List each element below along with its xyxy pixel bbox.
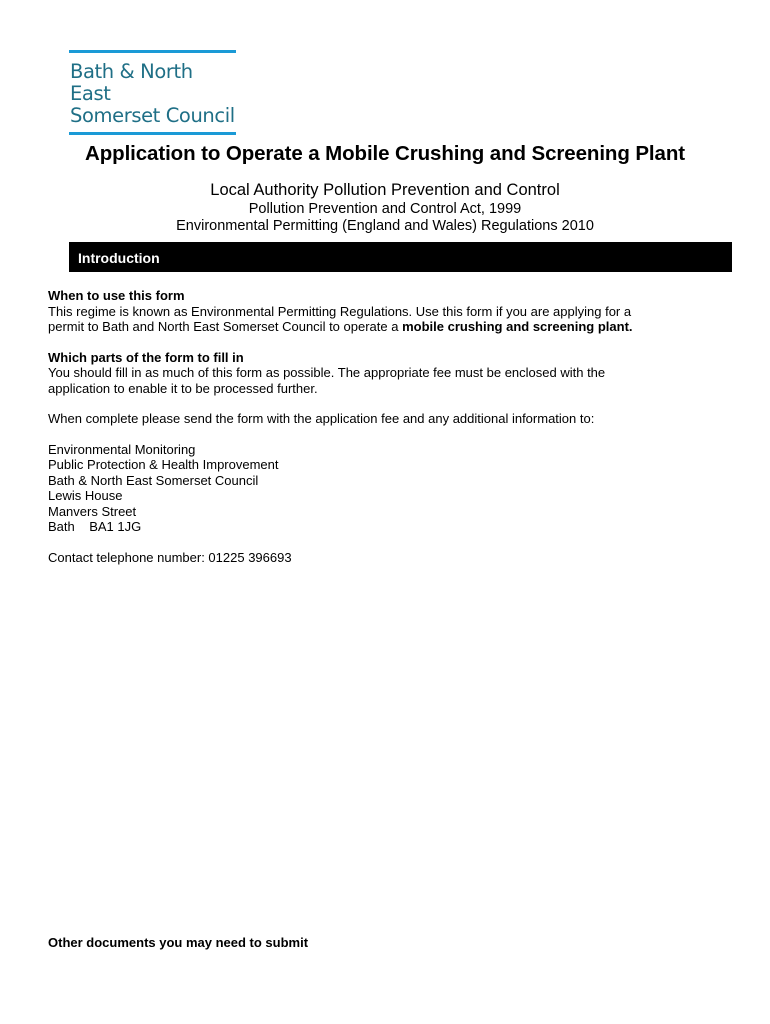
postal-address	[48, 442, 728, 535]
page-title: Application to Operate a Mobile Crushing and Screening Plant	[85, 142, 685, 165]
subtitle-regulations: Environmental Permitting (England and Wales) Regulations 2010	[176, 218, 594, 234]
other-documents-heading: Other documents you may need to submit	[48, 935, 309, 950]
section-label: Introduction	[78, 250, 160, 266]
council-logo	[69, 50, 236, 135]
subtitle-authority: Local Authority Pollution Prevention and Control	[210, 181, 560, 199]
when-line-2	[48, 319, 728, 335]
which-line-1: You should fill in as much of this form as possible. The appropriate fee must be enclosed with the	[48, 365, 606, 380]
address-line: Lewis House	[48, 488, 123, 503]
address-line: Manvers Street	[48, 503, 137, 519]
plant-type-emphasis: mobile crushing and screening plant.	[402, 319, 633, 334]
logo-line-1: Bath & North East	[70, 60, 193, 105]
contact-telephone: Contact telephone number: 01225 396693	[48, 549, 292, 565]
address-line: Bath BA1 1JG	[48, 519, 142, 534]
when-line-1: This regime is known as Environmental Permitting Regulations. Use this form if you are applying for a	[48, 303, 632, 319]
send-instructions: When complete please send the form with the application fee and any additional information to:	[48, 411, 595, 426]
which-heading: Which parts of the form to fill in	[48, 349, 244, 365]
subtitle-act: Pollution Prevention and Control Act, 1999	[248, 201, 522, 217]
address-line: Environmental Monitoring	[48, 441, 196, 457]
which-line-2: application to enable it to be processed further.	[48, 380, 318, 396]
when-line-2-text: permit to Bath and North East Somerset Council to operate a	[48, 319, 403, 334]
introduction-content	[48, 288, 728, 565]
logo-line-2: Somerset Council	[70, 104, 235, 127]
address-line: Public Protection & Health Improvement	[48, 457, 279, 472]
address-line: Bath & North East Somerset Council	[48, 472, 259, 488]
logo-bottom-rule	[69, 132, 236, 135]
section-header-introduction	[69, 242, 732, 272]
when-heading: When to use this form	[48, 288, 185, 303]
logo-text	[69, 53, 236, 132]
